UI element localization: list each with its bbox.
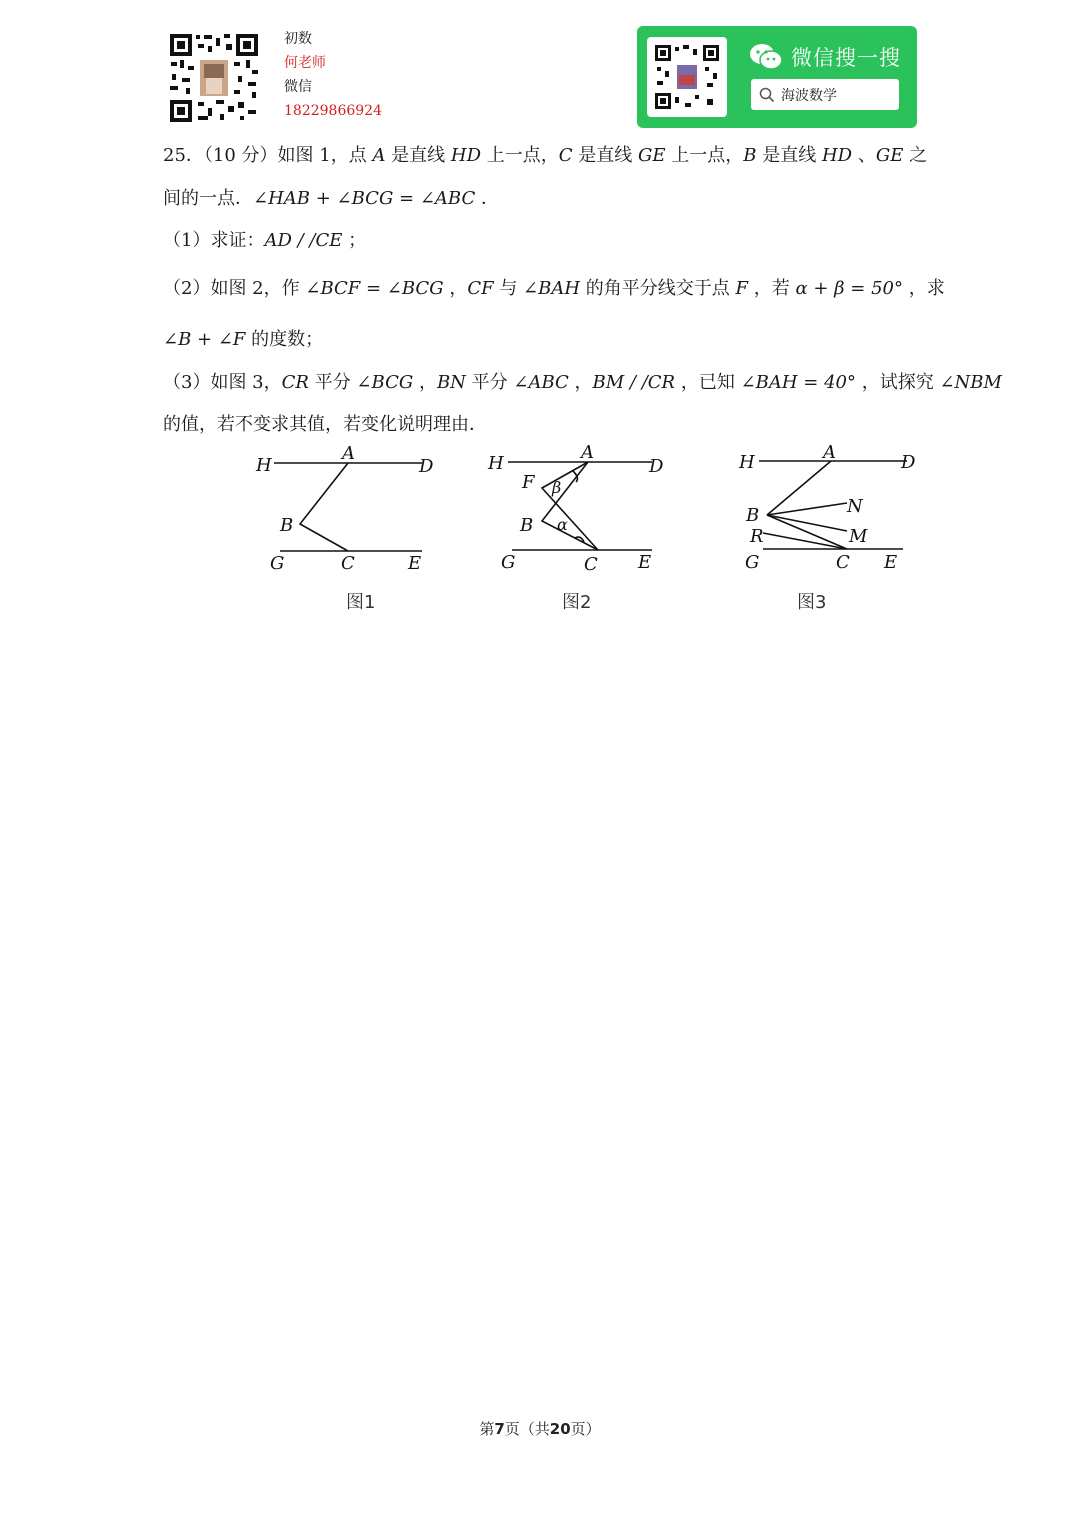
banner-brand-text: 微信搜一搜	[791, 46, 901, 70]
seg-rc	[763, 533, 847, 549]
figure-1	[250, 440, 450, 580]
label-g: G	[270, 553, 285, 574]
label-h: H	[739, 452, 755, 473]
current-page: 7	[494, 1420, 505, 1438]
label-e: E	[638, 552, 652, 573]
banner-search-box[interactable]	[751, 79, 899, 110]
seg-bc	[767, 515, 847, 549]
path-a-b-c	[542, 462, 598, 550]
teacher-name: 何老师	[284, 55, 326, 71]
label-c: C	[836, 552, 850, 573]
label-n: N	[847, 496, 863, 517]
part-2-line-2: ∠B + ∠F 的度数；	[163, 329, 324, 350]
label-c: C	[341, 553, 355, 574]
label-alpha: α	[557, 515, 568, 534]
question-line-2: 间的一点．∠HAB + ∠BCG = ∠ABC ．	[163, 188, 500, 209]
label-r: R	[750, 526, 764, 547]
part-1: （1）求证：AD / /CE ；	[163, 230, 367, 251]
page-footer: 第7页（共20页）	[479, 1420, 601, 1438]
label-b: B	[520, 515, 534, 536]
banner-search-text: 海波数学	[781, 87, 837, 104]
figure-2-caption: 图2	[562, 592, 592, 613]
label-b: B	[280, 515, 294, 536]
total-pages: 20	[549, 1420, 571, 1438]
banner-qr-code	[647, 37, 727, 117]
path-abc	[300, 463, 348, 551]
teacher-phone: 18229866924	[284, 103, 382, 119]
path-a-f-c	[542, 462, 598, 550]
label-d: D	[649, 456, 664, 477]
figure-1-caption: 图1	[346, 592, 376, 613]
label-c: C	[584, 554, 598, 575]
label-a: A	[823, 442, 836, 463]
label-m: M	[849, 526, 868, 547]
label-h: H	[488, 453, 504, 474]
wechat-logo-icon	[749, 43, 783, 71]
label-g: G	[745, 552, 760, 573]
label-h: H	[256, 455, 272, 476]
banner-brand	[749, 40, 901, 74]
label-a: A	[342, 443, 355, 464]
label-f: F	[522, 472, 535, 493]
seg-bm	[767, 515, 847, 531]
teacher-line-1: 初数	[284, 31, 312, 47]
part-3-line-2: 的值，若不变求其值，若变化说明理由．	[163, 414, 487, 435]
figure-3-caption: 图3	[797, 592, 827, 613]
figure-3	[735, 440, 935, 580]
label-d: D	[419, 456, 434, 477]
teacher-qr-code	[168, 32, 260, 124]
wechat-search-banner[interactable]	[637, 26, 917, 128]
label-e: E	[884, 552, 898, 573]
part-2-line-1: （2）如图 2，作 ∠BCF = ∠BCG ，CF 与 ∠BAH 的角平分线交于点 F ，若 α + β = 50° ，求	[163, 278, 945, 299]
label-d: D	[901, 452, 916, 473]
label-beta: β	[552, 478, 562, 497]
part-3-line-1: （3）如图 3，CR 平分 ∠BCG ，BN 平分 ∠ABC ，BM / /CR ，已知 ∠BAH = 40° ，试探究 ∠NBM	[163, 372, 1002, 393]
figure-2	[480, 440, 680, 580]
teacher-line-3: 微信	[284, 79, 312, 95]
label-g: G	[501, 552, 516, 573]
search-icon	[759, 87, 775, 103]
teacher-contact	[284, 27, 382, 123]
question-line-1: 25．（10 分）如图 1，点 A 是直线 HD 上一点，C 是直线 GE 上一点，B 是直线 HD 、GE 之	[163, 145, 928, 166]
label-b: B	[746, 505, 760, 526]
label-a: A	[581, 442, 594, 463]
label-e: E	[408, 553, 422, 574]
